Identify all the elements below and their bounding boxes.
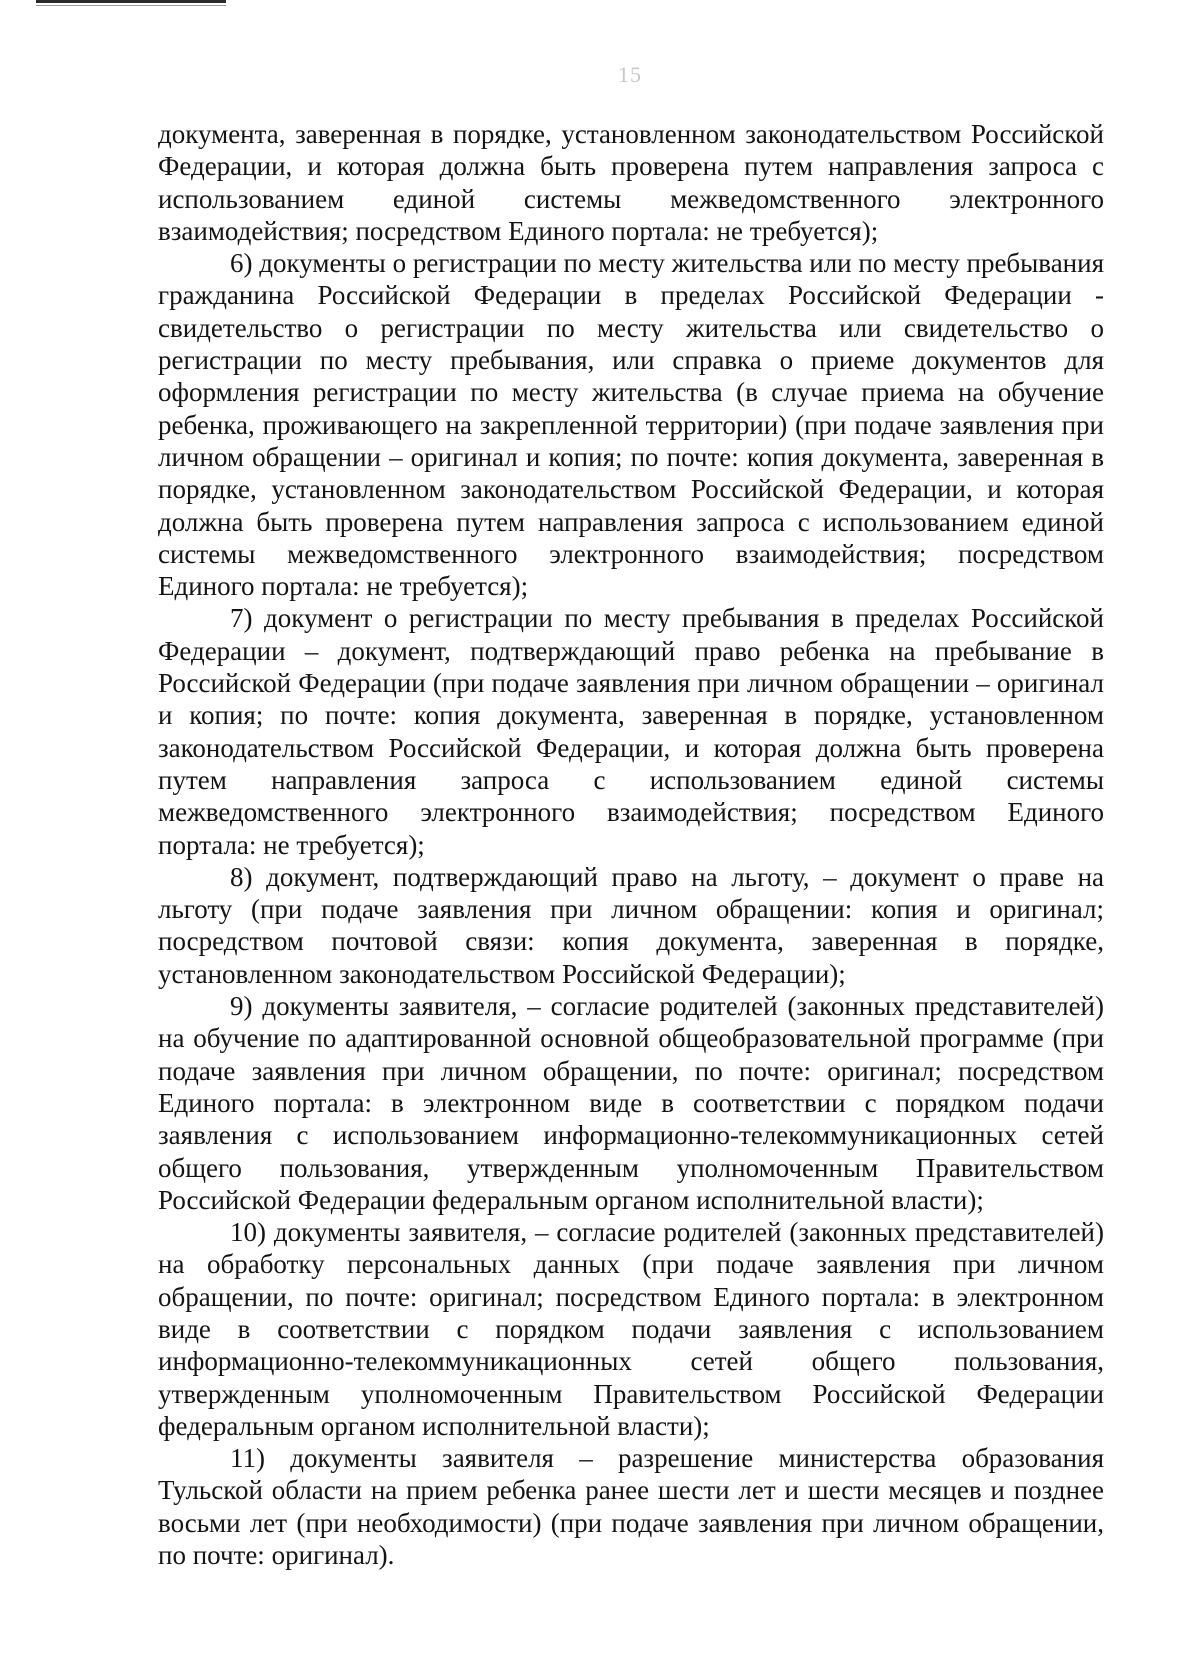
paragraph-item-7: 7) документ о регистрации по месту пребывания в пределах Российской Федерации – документ, подтверждающий право ребенка на пребывание в Российской Федерации (при подаче заявления при личном обращении – оригинал и копия; по почте: копия документа, заверенная в порядке, установленном законодательством Российской Федерации, и которая должна быть проверена путем направления запроса с использованием единой системы межведомственного электронного взаимодействия; посредством Единого портала: не требуется); — [158, 603, 1104, 860]
document-body — [158, 118, 1104, 1571]
paragraph-item-11: 11) документы заявителя – разрешение министерства образования Тульской области на прием ребенка ранее шести лет и шести месяцев и позднее восьми лет (при необходимости) (при подаче заявления при личном обращении, по почте: оригинал). — [158, 1443, 1104, 1571]
paragraph-item-10: 10) документы заявителя, – согласие родителей (законных представителей) на обработку персональных данных (при подаче заявления при личном обращении, по почте: оригинал; посредством Единого портала: в электронном виде в соответствии с порядком подачи заявления с использованием информационно-телекоммуникационных сетей общего пользования, утвержденным уполномоченным Правительством Российской Федерации федеральным органом исполнительной власти); — [158, 1217, 1104, 1441]
page-number: 15 — [618, 62, 642, 87]
paragraph-item-6: 6) документы о регистрации по месту жительства или по месту пребывания гражданина Российской Федерации в пределах Российской Федерации - свидетельство о регистрации по месту жительства или свидетельство о регистрации по месту пребывания, или справка о приеме документов для оформления регистрации по месту жительства (в случае приема на обучение ребенка, проживающего на закрепленной территории) (при подаче заявления при личном обращении – оригинал и копия; по почте: копия документа, заверенная в порядке, установленном законодательством Российской Федерации, и которая должна быть проверена путем направления запроса с использованием единой системы межведомственного электронного взаимодействия; посредством Единого портала: не требуется); — [158, 248, 1104, 602]
scan-edge-line-thin — [36, 5, 226, 6]
paragraph-item-8: 8) документ, подтверждающий право на льготу, – документ о праве на льготу (при подаче заявления при личном обращении: копия и оригинал; посредством почтовой связи: копия документа, заверенная в порядке, установленном законодательством Российской Федерации); — [158, 861, 1104, 989]
scan-edge-line — [36, 0, 226, 3]
paragraph-item-9: 9) документы заявителя, – согласие родителей (законных представителей) на обучение по адаптированной основной общеобразовательной программе (при подаче заявления при личном обращении, по почте: оригинал; посредством Единого портала: в электронном виде в соответствии с порядком подачи заявления с использованием информационно-телекоммуникационных сетей общего пользования, утвержденным уполномоченным Правительством Российской Федерации федеральным органом исполнительной власти); — [158, 991, 1104, 1215]
paragraph-continuation: документа, заверенная в порядке, установленном законодательством Российской Федерации, и которая должна быть проверена путем направления запроса с использованием единой системы межведомственного электронного взаимодействия; посредством Единого портала: не требуется); — [158, 119, 1104, 246]
